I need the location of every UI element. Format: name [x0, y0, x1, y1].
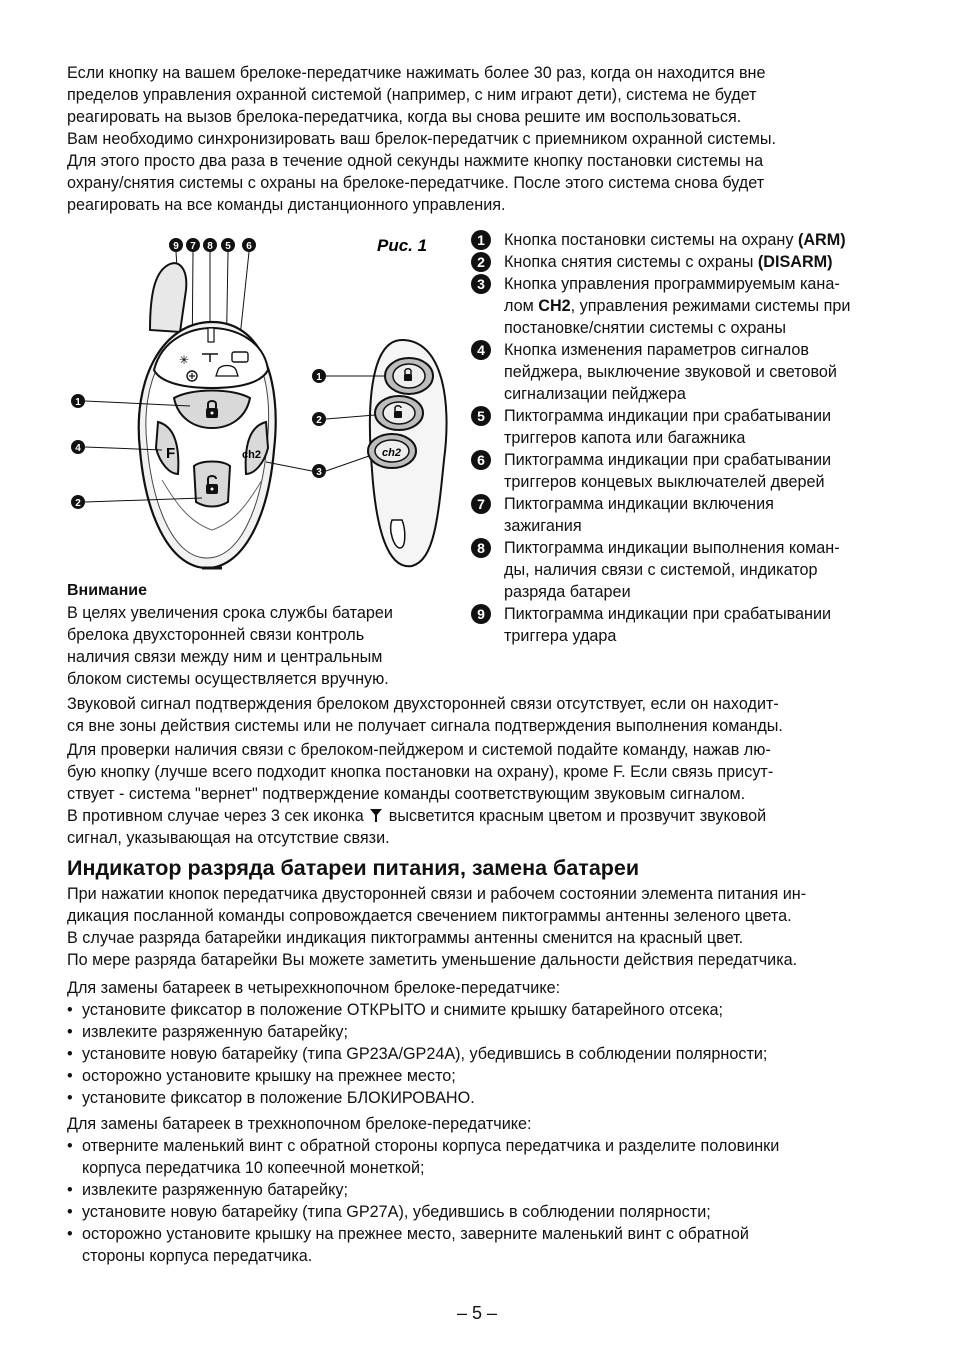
intro-line: Если кнопку на вашем брелоке-передатчике нажимать более 30 раз, когда он находится вне: [67, 64, 766, 82]
check-line: сигнал, указывающая на отсутствие связи.: [67, 829, 390, 847]
legend-text: Кнопка изменения параметров сигналов: [504, 341, 809, 359]
pager-fob: [139, 263, 276, 568]
callout-label: 8: [207, 241, 213, 252]
legend-text: лом: [504, 297, 539, 315]
callout-label: 9: [173, 241, 179, 252]
small-ch2-label: ch2: [382, 447, 401, 459]
legend-item: [470, 405, 900, 449]
legend-text: Кнопка управления программируемым кана-: [504, 275, 840, 293]
callout-left-1: [71, 394, 85, 408]
legend-item: [470, 449, 900, 493]
legend-number: 9: [471, 604, 491, 624]
callout-7: [186, 238, 200, 252]
legend-text: Пиктограмма индикации при срабатывании: [504, 407, 832, 425]
intro-paragraph: [67, 62, 889, 216]
check-line: ствует - система "вернет" подтверждение команды соответствующим звуковым сигналом.: [67, 785, 746, 803]
legend-text: триггера удара: [504, 627, 617, 645]
antenna-icon: [368, 807, 384, 823]
callout-label: 3: [316, 467, 322, 478]
four-button-steps: [67, 999, 889, 1109]
battery-line: В случае разряда батарейки индикация пиктограммы антенны сменится на красный цвет.: [67, 929, 744, 947]
callout-5: [221, 238, 235, 252]
legend-number: 8: [471, 538, 491, 558]
attention-title: Внимание: [67, 582, 147, 599]
battery-line: дикация посланной команды сопровождается свечением пиктограммы антенны зеленого цвета.: [67, 907, 792, 925]
list-item-line: • отверните маленький винт с обратной стороны корпуса передатчика и разделите половинки: [82, 1137, 780, 1155]
list-item-line: • осторожно установите крышку на прежнее место, заверните маленький винт с обратной: [82, 1225, 749, 1243]
list-item: [67, 1135, 889, 1179]
battery-line: По мере разряда батарейки Вы можете заметить уменьшение дальности действия передатчика.: [67, 951, 798, 969]
list-item-line: • извлеките разряженную батарейку;: [82, 1181, 348, 1199]
list-item: • установите новую батарейку (типа GP23A/GP24A), убедившись в соблюдении полярности;: [67, 1043, 889, 1065]
legend-item: [470, 251, 900, 273]
shock-icon: ✳: [179, 353, 190, 367]
legend-text: триггеров концевых выключателей дверей: [504, 473, 825, 491]
legend-item: [470, 229, 900, 251]
callout-9: [169, 238, 183, 252]
legend-bold: CH2: [538, 297, 571, 315]
three-button-intro-text: Для замены батареек в трехкнопочном брелоке-передатчике:: [67, 1115, 532, 1133]
callout-left-4: [71, 440, 85, 454]
legend-text: триггеров капота или багажника: [504, 429, 746, 447]
three-button-steps: [67, 1135, 889, 1267]
legend-number: 2: [471, 252, 491, 272]
legend-number: 3: [471, 274, 491, 294]
legend-number: 1: [471, 230, 491, 250]
list-item-line: • установите новую батарейку (типа GP27A), убедившись в соблюдении полярности;: [82, 1203, 711, 1221]
intro-line: охрану/снятия системы с охраны на брелоке-передатчике. После этого система снова будет: [67, 174, 765, 192]
figure-key-fobs: [62, 230, 462, 580]
legend-text: Пиктограмма индикации выполнения коман-: [504, 539, 840, 557]
callout-left-2: [71, 495, 85, 509]
legend-number: 6: [471, 450, 491, 470]
callout-label: 2: [75, 498, 81, 509]
attention-line: В целях увеличения срока службы батареи: [67, 604, 393, 622]
check-paragraph: [67, 739, 889, 849]
legend-text: постановке/снятии системы с охраны: [504, 319, 787, 337]
callout-label: 1: [75, 397, 81, 408]
attention-note: [67, 580, 447, 690]
figure-caption: Рис. 1: [377, 236, 428, 255]
sound-paragraph: [67, 693, 889, 737]
callout-right-1: [312, 369, 326, 383]
antenna: [150, 263, 186, 332]
list-item: • установите фиксатор в положение БЛОКИРОВАНО.: [67, 1087, 889, 1109]
intro-line: реагировать на вызов брелока-передатчика, когда вы снова решите им воспользоваться.: [67, 108, 742, 126]
three-button-intro: [67, 1113, 889, 1135]
legend-text: Пиктограмма индикации при срабатывании: [504, 605, 832, 623]
figure-legend: [470, 229, 900, 647]
legend-item: [470, 537, 900, 603]
legend-text: Кнопка постановки системы на охрану: [504, 231, 798, 249]
battery-line: При нажатии кнопок передатчика двусторонней связи и рабочем состоянии элемента питания ин-: [67, 885, 807, 903]
callout-right-2: [312, 412, 326, 426]
list-item: [67, 1201, 889, 1223]
intro-line: Вам необходимо синхронизировать ваш брелок-передатчик с приемником охранной системы.: [67, 130, 777, 148]
callout-right-3: [312, 464, 326, 478]
four-button-intro-text: Для замены батареек в четырехкнопочном брелоке-передатчике:: [67, 979, 561, 997]
list-item: • осторожно установите крышку на прежнее место;: [67, 1065, 889, 1087]
intro-line: Для этого просто два раза в течение одной секунды нажмите кнопку постановки системы на: [67, 152, 764, 170]
section-title: Индикатор разряда батареи питания, замена батареи: [67, 856, 640, 880]
key-fob-illustration: [62, 230, 462, 580]
battery-indicator: [208, 328, 214, 342]
legend-item: [470, 273, 900, 339]
list-item: • установите фиксатор в положение ОТКРЫТО и снимите крышку батарейного отсека;: [67, 999, 889, 1021]
legend-text: Пиктограмма индикации включения: [504, 495, 774, 513]
legend-item: [470, 603, 900, 647]
legend-number: 5: [471, 406, 491, 426]
battery-paragraph: [67, 883, 889, 971]
legend-bold: (ARM): [797, 231, 846, 249]
attention-line: блоком системы осуществляется вручную.: [67, 670, 389, 688]
callout-label: 5: [225, 241, 231, 252]
ch2-button-label: ch2: [242, 449, 261, 461]
legend-text: пейджера, выключение звуковой и световой: [504, 363, 837, 381]
callout-6: [242, 238, 256, 252]
f-button-label: F: [166, 445, 176, 462]
sound-line: ся вне зоны действия системы или не получает сигнала подтверждения выполнения команды.: [67, 717, 783, 735]
legend-text: ды, наличия связи с системой, индикатор: [504, 561, 818, 579]
callout-label: 4: [75, 443, 81, 454]
legend-item: [470, 339, 900, 405]
legend-text: зажигания: [504, 517, 582, 535]
callout-label: 6: [246, 241, 252, 252]
check-line: Для проверки наличия связи с брелоком-пейджером и системой подайте команду, нажав лю-: [67, 741, 771, 759]
legend-number: 7: [471, 494, 491, 514]
callout-label: 1: [316, 372, 322, 383]
page-number: – 5 –: [456, 1303, 498, 1323]
intro-line: реагировать на все команды дистанционного управления.: [67, 196, 506, 214]
attention-line: наличия связи между ним и центральным: [67, 648, 383, 666]
list-item-line: корпуса передатчика 10 копеечной монеткой;: [82, 1159, 425, 1177]
small-fob: [368, 340, 447, 566]
legend-text: сигнализации пейджера: [504, 385, 686, 403]
legend-item: [470, 493, 900, 537]
list-item-line: стороны корпуса передатчика.: [82, 1247, 313, 1265]
legend-bold: (DISARM): [757, 253, 833, 271]
legend-number: 4: [471, 340, 491, 360]
list-item: [67, 1223, 889, 1267]
check-line: высветится красным цветом и прозвучит звуковой: [384, 807, 767, 825]
check-line: бую кнопку (лучше всего подходит кнопка постановки на охрану), кроме F. Если связь присут-: [67, 763, 774, 781]
legend-text: Кнопка снятия системы с охраны: [504, 253, 758, 271]
sound-line: Звуковой сигнал подтверждения брелоком двухсторонней связи отсутствует, если он находит-: [67, 695, 779, 713]
legend-text: , управления режимами системы при: [570, 297, 851, 315]
callout-label: 2: [316, 415, 322, 426]
list-item: • извлеките разряженную батарейку;: [67, 1021, 889, 1043]
attention-line: брелока двухсторонней связи контроль: [67, 626, 365, 644]
callout-label: 7: [190, 241, 196, 252]
intro-line: пределов управления охранной системой (например, с ним играют дети), система не будет: [67, 86, 757, 104]
list-item: [67, 1179, 889, 1201]
four-button-intro: [67, 977, 889, 999]
check-line: В противном случае через 3 сек иконка: [67, 807, 369, 825]
legend-text: разряда батареи: [504, 583, 631, 601]
right-callouts: [266, 369, 385, 478]
legend-text: Пиктограмма индикации при срабатывании: [504, 451, 832, 469]
callout-8: [203, 238, 217, 252]
